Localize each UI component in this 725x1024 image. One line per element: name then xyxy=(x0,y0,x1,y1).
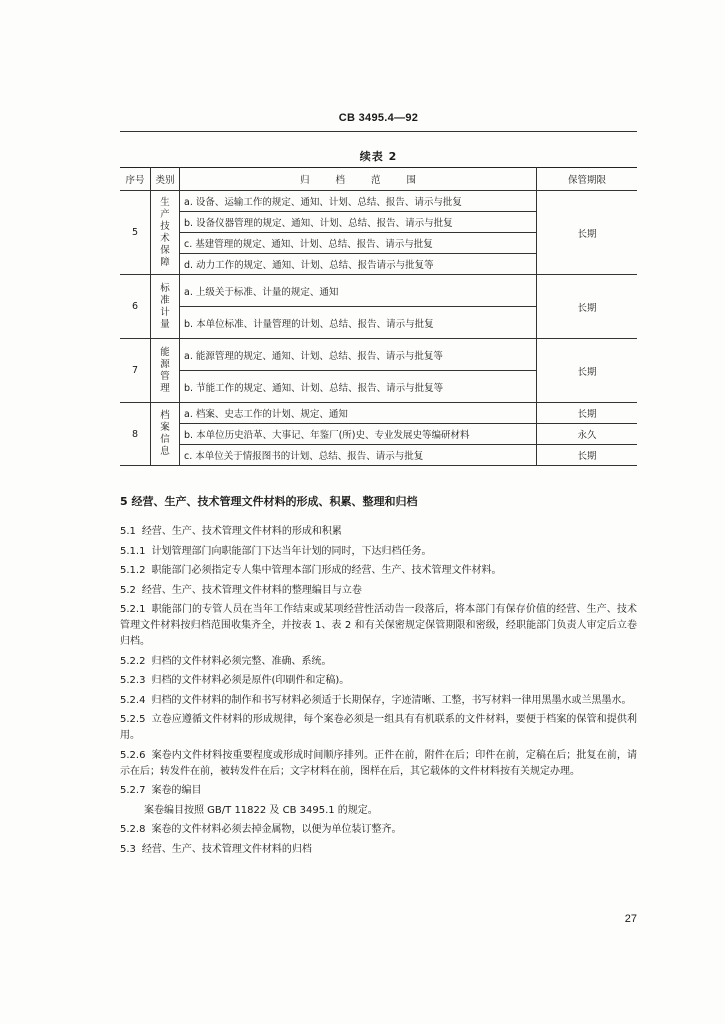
clause-text: 案卷的文件材料必须去掉金属物，以便为单位装订整齐。 xyxy=(151,824,402,835)
clause-number: 5.2 xyxy=(120,584,136,596)
clause-text: 经营、生产、技术管理文件材料的整理编目与立卷 xyxy=(141,584,362,596)
clause-text: 经营、生产、技术管理文件材料的形成和积累 xyxy=(141,526,342,537)
clause-text: 归档的文件材料必须完整、准确、系统。 xyxy=(151,655,332,667)
paragraph xyxy=(120,524,637,540)
standard-code-header: CB 3495.4—92 xyxy=(338,112,419,124)
header-rule xyxy=(120,131,637,132)
row-item: a. 设备、运输工作的规定、通知、计划、总结、报告、请示与批复 xyxy=(180,191,537,212)
table-row xyxy=(120,191,637,212)
row-item: c. 基建管理的规定、通知、计划、总结、报告、请示与批复 xyxy=(180,233,537,254)
table-row xyxy=(120,424,637,445)
body-text xyxy=(120,494,637,861)
paragraph xyxy=(120,842,637,858)
clause-text: 职能部门的专管人员在当年工作结束或某项经营性活动告一段落后，将本部门有保存价值的经营、生产、技术管理文件材料按归档范围收集齐全，并按表 1、表 2 和有关保密规定保管期限和密级，经职能部门负责人审定后立卷归档。 xyxy=(120,604,637,647)
table-row xyxy=(120,403,637,424)
clause-text: 案卷内文件材料按重要程度或形成时间顺序排列。正件在前，附件在后；印件在前，定稿在后；批复在前，请示在后；转发件在前，被转发件在后；文字材料在前，图样在后，其它载体的文件材料按有关规定办理。 xyxy=(120,749,637,777)
clause-text: 案卷的编目 xyxy=(151,785,202,796)
clause-number: 5.1.2 xyxy=(120,565,146,576)
row-keep: 长期 xyxy=(537,275,638,339)
paragraph xyxy=(120,563,637,579)
paragraph xyxy=(120,803,637,819)
row-keep: 长期 xyxy=(537,191,638,275)
header-no: 序号 xyxy=(120,168,151,191)
row-number: 6 xyxy=(120,275,151,339)
row-keep: 长期 xyxy=(537,403,638,424)
clause-text: 案卷编目按照 GB/T 11822 及 CB 3495.1 的规定。 xyxy=(144,804,378,816)
paragraph xyxy=(120,602,637,650)
row-item: d. 动力工作的规定、通知、计划、总结、报告请示与批复等 xyxy=(180,254,537,275)
clause-number: 5.2.6 xyxy=(120,749,146,761)
paragraph xyxy=(120,748,637,780)
clause-number: 5.2.8 xyxy=(120,824,146,835)
section-title: 5 经营、生产、技术管理文件材料的形成、积累、整理和归档 xyxy=(120,495,418,508)
row-category: 档案信息 xyxy=(151,403,180,466)
row-number: 5 xyxy=(120,191,151,275)
table-header-row xyxy=(120,168,637,191)
clause-number: 5.2.4 xyxy=(120,694,146,706)
archive-range-table xyxy=(120,167,637,466)
clause-number: 5.2.3 xyxy=(120,675,146,686)
row-category: 生产技术保障 xyxy=(151,191,180,275)
clause-number: 5.1 xyxy=(120,526,136,537)
row-item: b. 本单位标准、计量管理的计划、总结、报告、请示与批复 xyxy=(180,307,537,339)
clause-text: 归档的文件材料必须是原件(印刷件和定稿)。 xyxy=(151,675,350,686)
clause-number: 5.2.1 xyxy=(120,604,146,615)
row-item: c. 本单位关于情报图书的计划、总结、报告、请示与批复 xyxy=(180,445,537,466)
clause-number: 5.2.7 xyxy=(120,785,146,796)
row-item: a. 上级关于标准、计量的规定、通知 xyxy=(180,275,537,307)
clause-number: 5.1.1 xyxy=(120,545,146,557)
paragraph xyxy=(120,583,637,599)
row-keep: 长期 xyxy=(537,339,638,403)
paragraph xyxy=(120,822,637,838)
header-category: 类别 xyxy=(151,168,180,191)
row-item: b. 设备仪器管理的规定、通知、计划、总结、报告、请示与批复 xyxy=(180,212,537,233)
row-keep: 永久 xyxy=(537,424,638,445)
paragraph xyxy=(120,693,637,709)
header-keep: 保管期限 xyxy=(537,168,638,191)
paragraph xyxy=(120,783,637,799)
paragraph xyxy=(120,712,637,744)
paragraph xyxy=(120,673,637,689)
clause-text: 职能部门必须指定专人集中管理本部门形成的经营、生产、技术管理文件材料。 xyxy=(151,565,502,576)
paragraph xyxy=(120,654,637,670)
page-number: 27 xyxy=(624,913,637,925)
table-row xyxy=(120,275,637,307)
table-row xyxy=(120,445,637,466)
paragraph xyxy=(120,544,637,560)
table-caption: 续表 2 xyxy=(359,150,398,163)
clause-number: 5.3 xyxy=(120,843,136,855)
clause-text: 经营、生产、技术管理文件材料的归档 xyxy=(141,843,312,855)
row-item: a. 能源管理的规定、通知、计划、总结、报告、请示与批复等 xyxy=(180,339,537,371)
clause-number: 5.2.5 xyxy=(120,714,146,725)
row-category: 标准计量 xyxy=(151,275,180,339)
row-item: b. 节能工作的规定、通知、计划、总结、报告、请示与批复等 xyxy=(180,371,537,403)
row-item: b. 本单位历史沿革、大事记、年鉴厂(所)史、专业发展史等编研材料 xyxy=(180,424,537,445)
clause-text: 归档的文件材料的制作和书写材料必须适于长期保存，字迹清晰、工整，书写材料一律用黑墨水或兰黑墨水。 xyxy=(151,694,632,706)
row-keep: 长期 xyxy=(537,445,638,466)
table-row xyxy=(120,339,637,371)
row-number: 8 xyxy=(120,403,151,466)
clause-text: 计划管理部门向职能部门下达当年计划的同时，下达归档任务。 xyxy=(151,545,432,557)
clause-text: 立卷应遵循文件材料的形成规律，每个案卷必须是一组具有有机联系的文件材料，要便于档案的保管和提供利用。 xyxy=(120,714,637,741)
row-number: 7 xyxy=(120,339,151,403)
clause-number: 5.2.2 xyxy=(120,655,146,667)
row-item: a. 档案、史志工作的计划、规定、通知 xyxy=(180,403,537,424)
header-range: 归档范围 xyxy=(180,168,537,191)
row-category: 能源管理 xyxy=(151,339,180,403)
